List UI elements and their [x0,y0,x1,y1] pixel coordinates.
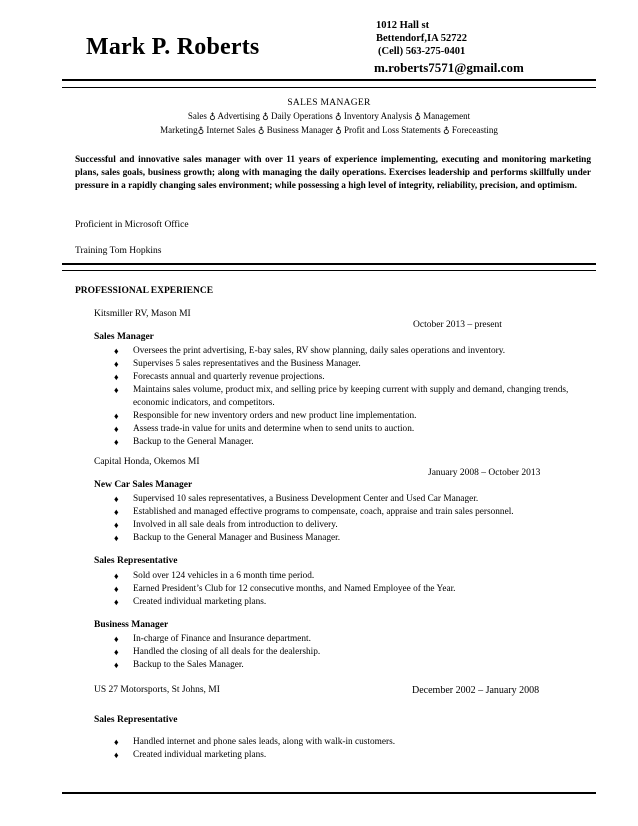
candidate-name: Mark P. Roberts [86,34,260,60]
diamond-bullet-icon: ♦ [114,346,119,356]
list-item: ♦ Handled the closing of all deals for the dealership. [114,647,321,657]
list-item: ♦ Handled internet and phone sales leads, along with walk-in customers. [114,737,396,747]
diamond-bullet-icon: ♦ [114,424,119,434]
job-dates: January 2008 – October 2013 [428,468,541,478]
list-item: ♦ Backup to the General Manager. [114,437,254,447]
list-item: ♦ Created individual marketing plans. [114,597,267,607]
job-bullets [114,633,574,672]
diamond-bullet-icon: ♦ [114,571,119,581]
list-item: ♦ In-charge of Finance and Insurance department. [114,634,311,644]
job-role: Business Manager [94,620,169,630]
job-role: New Car Sales Manager [94,480,193,490]
job-role: Sales Representative [94,556,178,566]
diamond-bullet-icon: ♦ [114,597,119,607]
list-item: ♦ Oversees the print advertising, E-bay sales, RV show planning, daily sales operations and inventory. [114,346,506,356]
job-dates: December 2002 – January 2008 [412,685,540,696]
email-address: m.roberts7571@gmail.com [374,60,524,75]
diamond-bullet-icon: ♦ [114,737,119,747]
job-bullets [114,570,574,609]
section-rule-top [62,263,596,265]
list-item: ♦ Responsible for new inventory orders and new product line implementation. [114,411,417,421]
job-role: Sales Manager [94,332,154,342]
list-item: ♦ Sold over 124 vehicles in a 6 month time period. [114,571,315,581]
job-company: Kitsmiller RV, Mason MI [94,309,191,319]
list-item: ♦ Backup to the General Manager and Business Manager. [114,533,341,543]
summary-paragraph: Successful and innovative sales manager with over 11 years of experience implementing, executing and monitoring marketing plans, sales goals, business growth; along with managing the daily operations. Exercises leadership and performs skillfully under pressure in a rapidly changing sales environment; while possessing a high level of integrity, reliability, precision, and optimism. [75,155,591,191]
job-company: Capital Honda, Okemos MI [94,457,200,467]
list-item: ♦ Backup to the Sales Manager. [114,660,244,670]
list-item: ♦ Earned President’s Club for 12 consecutive months, and Named Employee of the Year. [114,584,456,594]
objective-title: SALES MANAGER [287,98,371,108]
diamond-bullet-icon: ♦ [114,385,119,395]
list-item: ♦ Supervised 10 sales representatives, a Business Development Center and Used Car Manager. [114,494,479,504]
job-role: Sales Representative [94,715,178,725]
job-dates: October 2013 – present [413,320,502,330]
diamond-bullet-icon: ♦ [114,437,119,447]
diamond-bullet-icon: ♦ [114,411,119,421]
address-street: 1012 Hall st [376,20,430,31]
list-item: ♦ Assess trade-in value for units and determine when to send units to auction. [114,424,415,434]
list-item: ♦ Created individual marketing plans. [114,750,267,760]
job-bullets [114,736,574,762]
phone-number: (Cell) 563-275-0401 [378,46,466,57]
list-item: ♦ Forecasts annual and quarterly revenue projections. [114,372,325,382]
job-company: US 27 Motorsports, St Johns, MI [94,685,220,695]
diamond-bullet-icon: ♦ [114,660,119,670]
list-item: ♦ Maintains sales volume, product mix, and selling price by keeping current with supply and demand, changing trends, economic indicators, and competitors. [114,385,569,408]
experience-heading: PROFESSIONAL EXPERIENCE [75,286,214,296]
header-rule-top [62,79,596,81]
job-bullets [114,345,574,449]
skills-line-2: Marketing♁ Internet Sales ♁ Business Manager ♁ Profit and Loss Statements ♁ Foreceasting [160,125,498,135]
training-text: Training Tom Hopkins [75,246,162,256]
diamond-bullet-icon: ♦ [114,750,119,760]
list-item: ♦ Involved in all sale deals from introduction to delivery. [114,520,338,530]
diamond-bullet-icon: ♦ [114,507,119,517]
address-city: Bettendorf,IA 52722 [376,33,467,44]
diamond-bullet-icon: ♦ [114,494,119,504]
diamond-bullet-icon: ♦ [114,647,119,657]
diamond-bullet-icon: ♦ [114,584,119,594]
diamond-bullet-icon: ♦ [114,533,119,543]
job-bullets [114,493,574,545]
header-rule-bottom [62,87,596,88]
diamond-bullet-icon: ♦ [114,634,119,644]
diamond-bullet-icon: ♦ [114,372,119,382]
diamond-bullet-icon: ♦ [114,520,119,530]
footer-rule [62,792,596,794]
skills-line-1: Sales ♁ Advertising ♁ Daily Operations ♁ Inventory Analysis ♁ Management [187,111,471,121]
section-rule-bottom [62,270,596,271]
list-item: ♦ Established and managed effective programs to compensate, coach, appraise and train sales personnel. [114,507,514,517]
diamond-bullet-icon: ♦ [114,359,119,369]
proficient-text: Proficient in Microsoft Office [75,220,189,230]
list-item: ♦ Supervises 5 sales representatives and the Business Manager. [114,359,361,369]
